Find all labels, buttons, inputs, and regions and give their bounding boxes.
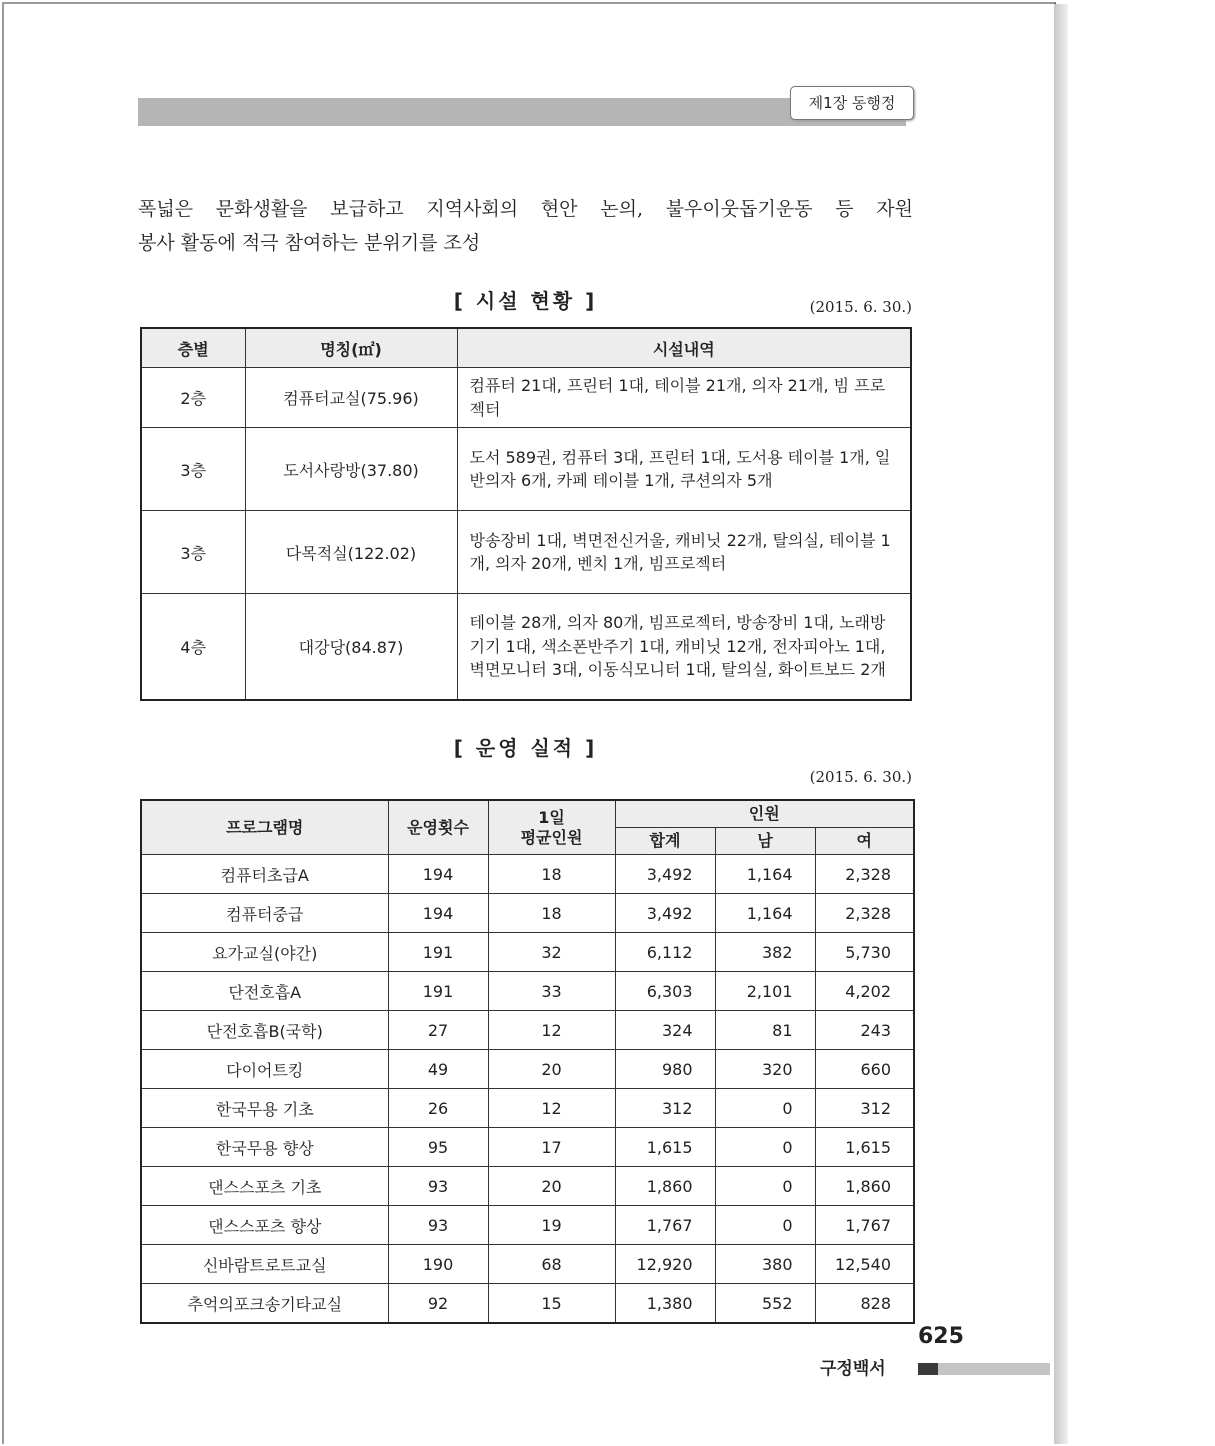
daily-average-cell: 68 [488, 1245, 615, 1284]
col-female: 여 [815, 828, 914, 855]
col-name: 명칭(㎡) [245, 328, 457, 368]
col-people: 인원 [615, 800, 914, 828]
total-cell: 1,615 [615, 1128, 715, 1167]
total-cell: 980 [615, 1050, 715, 1089]
table-row [141, 972, 914, 1011]
operations-as-of: (2015. 6. 30.) [809, 768, 912, 786]
program-cell: 컴퓨터중급 [141, 894, 388, 933]
floor-cell: 3층 [141, 511, 245, 594]
facilities-title: [ 시설 현황 ] [453, 289, 598, 313]
daily-average-cell: 12 [488, 1011, 615, 1050]
count-cell: 93 [388, 1167, 488, 1206]
daily-average-cell: 20 [488, 1167, 615, 1206]
count-cell: 95 [388, 1128, 488, 1167]
total-cell: 6,303 [615, 972, 715, 1011]
intro-line-1: 폭넓은 문화생활을 보급하고 지역사회의 현안 논의, 불우이웃돕기운동 등 자원 [138, 198, 913, 220]
male-cell: 1,164 [715, 894, 815, 933]
facility-name-cell: 대강당(84.87) [245, 594, 457, 700]
table-row [141, 1128, 914, 1167]
total-cell: 324 [615, 1011, 715, 1050]
count-cell: 191 [388, 933, 488, 972]
count-cell: 49 [388, 1050, 488, 1089]
facility-name-cell: 도서사랑방(37.80) [245, 428, 457, 511]
col-program: 프로그램명 [141, 800, 388, 855]
program-cell: 단전호흡A [141, 972, 388, 1011]
table-row [141, 894, 914, 933]
col-daily-line-2: 평균인원 [520, 827, 583, 847]
female-cell: 1,860 [815, 1167, 914, 1206]
program-cell: 댄스스포츠 기초 [141, 1167, 388, 1206]
table-row [141, 1011, 914, 1050]
count-cell: 93 [388, 1206, 488, 1245]
intro-line-2: 봉사 활동에 적극 참여하는 분위기를 조성 [138, 232, 481, 254]
operations-header-row-1 [141, 800, 914, 828]
table-row [141, 1245, 914, 1284]
female-cell: 312 [815, 1089, 914, 1128]
male-cell: 0 [715, 1128, 815, 1167]
col-count: 운영횟수 [388, 800, 488, 855]
male-cell: 2,101 [715, 972, 815, 1011]
facilities-as-of: (2015. 6. 30.) [809, 298, 912, 316]
total-cell: 1,860 [615, 1167, 715, 1206]
female-cell: 5,730 [815, 933, 914, 972]
daily-average-cell: 17 [488, 1128, 615, 1167]
footer-bar-accent [918, 1363, 938, 1375]
floor-cell: 3층 [141, 428, 245, 511]
facility-name-cell: 다목적실(122.02) [245, 511, 457, 594]
facility-detail-cell: 도서 589권, 컴퓨터 3대, 프린터 1대, 도서용 테이블 1개, 일반의자 6개, 카페 테이블 1개, 쿠션의자 5개 [457, 428, 911, 511]
count-cell: 27 [388, 1011, 488, 1050]
facility-detail-cell: 테이블 28개, 의자 80개, 빔프로젝터, 방송장비 1대, 노래방기기 1대, 색소폰반주기 1대, 캐비닛 12개, 전자피아노 1대, 벽면모니터 3대, 이동식모니터 1대, 탈의실, 화이트보드 2개 [457, 594, 911, 700]
floor-cell: 4층 [141, 594, 245, 700]
female-cell: 660 [815, 1050, 914, 1089]
facilities-header-row [141, 328, 911, 368]
male-cell: 382 [715, 933, 815, 972]
daily-average-cell: 15 [488, 1284, 615, 1324]
col-detail: 시설내역 [457, 328, 911, 368]
floor-cell: 2층 [141, 368, 245, 428]
female-cell: 1,615 [815, 1128, 914, 1167]
page-number: 625 [918, 1324, 964, 1349]
count-cell: 92 [388, 1284, 488, 1324]
facility-name-cell: 컴퓨터교실(75.96) [245, 368, 457, 428]
program-cell: 단전호흡B(국학) [141, 1011, 388, 1050]
total-cell: 312 [615, 1089, 715, 1128]
table-row [141, 594, 911, 700]
facility-detail-cell: 방송장비 1대, 벽면전신거울, 캐비닛 22개, 탈의실, 테이블 1개, 의자 20개, 벤치 1개, 빔프로젝터 [457, 511, 911, 594]
col-total: 합계 [615, 828, 715, 855]
female-cell: 2,328 [815, 894, 914, 933]
table-row [141, 1284, 914, 1324]
male-cell: 380 [715, 1245, 815, 1284]
count-cell: 194 [388, 855, 488, 894]
daily-average-cell: 12 [488, 1089, 615, 1128]
female-cell: 1,767 [815, 1206, 914, 1245]
count-cell: 194 [388, 894, 488, 933]
program-cell: 한국무용 향상 [141, 1128, 388, 1167]
female-cell: 4,202 [815, 972, 914, 1011]
female-cell: 243 [815, 1011, 914, 1050]
total-cell: 3,492 [615, 894, 715, 933]
table-row [141, 1050, 914, 1089]
table-row [141, 1089, 914, 1128]
facilities-table [140, 327, 912, 701]
count-cell: 26 [388, 1089, 488, 1128]
col-daily-average [488, 800, 615, 855]
program-cell: 댄스스포츠 향상 [141, 1206, 388, 1245]
daily-average-cell: 33 [488, 972, 615, 1011]
col-floor: 층별 [141, 328, 245, 368]
daily-average-cell: 20 [488, 1050, 615, 1089]
program-cell: 컴퓨터초급A [141, 855, 388, 894]
program-cell: 신바람트로트교실 [141, 1245, 388, 1284]
total-cell: 1,767 [615, 1206, 715, 1245]
male-cell: 0 [715, 1167, 815, 1206]
table-row [141, 855, 914, 894]
count-cell: 191 [388, 972, 488, 1011]
table-row [141, 368, 911, 428]
male-cell: 552 [715, 1284, 815, 1324]
operations-title: [ 운영 실적 ] [453, 736, 598, 760]
count-cell: 190 [388, 1245, 488, 1284]
male-cell: 320 [715, 1050, 815, 1089]
male-cell: 0 [715, 1089, 815, 1128]
footer-bar [938, 1363, 1050, 1375]
table-row [141, 428, 911, 511]
male-cell: 1,164 [715, 855, 815, 894]
female-cell: 2,328 [815, 855, 914, 894]
female-cell: 12,540 [815, 1245, 914, 1284]
program-cell: 다이어트킹 [141, 1050, 388, 1089]
total-cell: 6,112 [615, 933, 715, 972]
book-name: 구정백서 [820, 1359, 886, 1379]
total-cell: 12,920 [615, 1245, 715, 1284]
operations-table [140, 799, 915, 1324]
col-male: 남 [715, 828, 815, 855]
facility-detail-cell: 컴퓨터 21대, 프린터 1대, 테이블 21개, 의자 21개, 빔 프로젝터 [457, 368, 911, 428]
intro-paragraph [138, 192, 913, 260]
male-cell: 81 [715, 1011, 815, 1050]
table-row [141, 1206, 914, 1245]
female-cell: 828 [815, 1284, 914, 1324]
total-cell: 3,492 [615, 855, 715, 894]
table-row [141, 1167, 914, 1206]
male-cell: 0 [715, 1206, 815, 1245]
daily-average-cell: 19 [488, 1206, 615, 1245]
total-cell: 1,380 [615, 1284, 715, 1324]
daily-average-cell: 18 [488, 894, 615, 933]
program-cell: 한국무용 기초 [141, 1089, 388, 1128]
chapter-tab: 제1장 동행정 [790, 86, 914, 120]
program-cell: 추억의포크송기타교실 [141, 1284, 388, 1324]
daily-average-cell: 18 [488, 855, 615, 894]
col-daily-line-1: 1일 [538, 807, 565, 827]
page-edge-shadow [1054, 4, 1068, 1444]
program-cell: 요가교실(야간) [141, 933, 388, 972]
daily-average-cell: 32 [488, 933, 615, 972]
table-row [141, 511, 911, 594]
table-row [141, 933, 914, 972]
